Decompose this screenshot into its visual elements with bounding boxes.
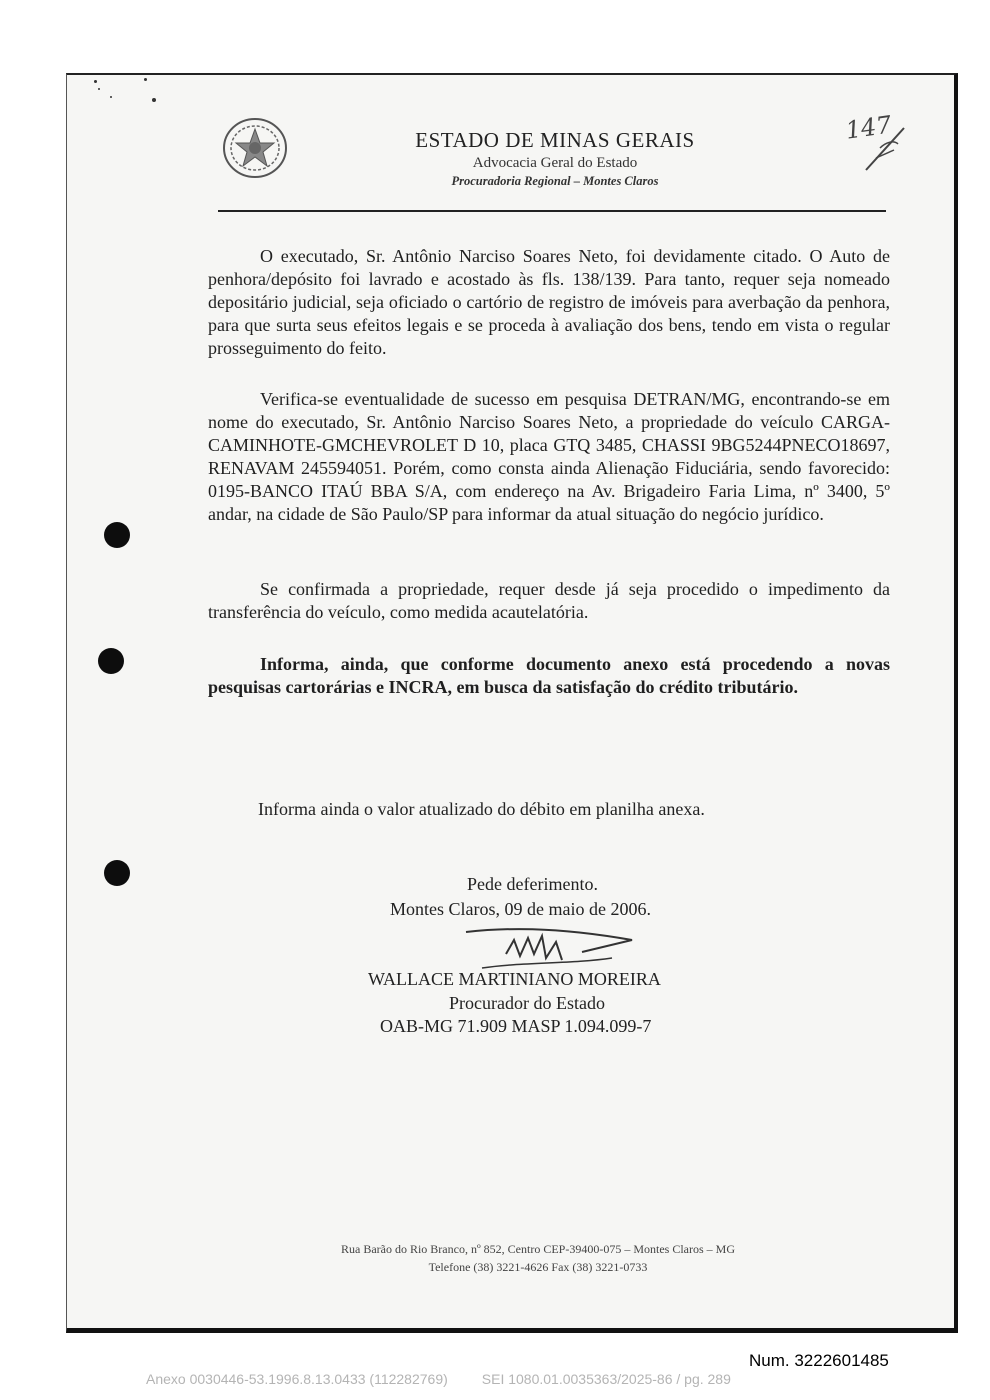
electronic-stamp xyxy=(146,1371,765,1387)
footer-phone: Telefone (38) 3221-4626 Fax (38) 3221-0733 xyxy=(428,1260,648,1274)
document-number: Num. 3222601485 xyxy=(749,1351,889,1370)
stamp-sei: SEI 1080.01.0035363/2025-86 / pg. 289 xyxy=(481,1371,731,1387)
letterhead xyxy=(390,128,720,189)
closing-place-date: Montes Claros, 09 de maio de 2006. xyxy=(390,899,651,919)
paragraph-debit: Informa ainda o valor atualizado do débito em planilha anexa. xyxy=(258,799,705,819)
paragraph-detran-text: Verifica-se eventualidade de sucesso em pesquisa DETRAN/MG, encontrando-se em nome do executado, Sr. Antônio Narciso Soares Neto, a propriedade do veículo CARGA-CAMINHOTE-GMCHEVROLET D 10, placa GTQ 3485, CHASSI 9BG5244PNECO18697, RENAVAM 245594051. Porém, como consta ainda Alienação Fiduciária, sendo favorecido: 0195-BANCO ITAÚ BBA S/A, com endereço na Av. Brigadeiro Faria Lima, nº 3400, 5º andar, na cidade de São Paulo/SP para informar da atual situação do negócio jurídico. xyxy=(208,389,890,524)
letterhead-office: Procuradoria Regional – Montes Claros xyxy=(451,174,659,188)
paragraph-confirmation-text: Se confirmada a propriedade, requer desde já seja procedido o impedimento da transferência do veículo, como medida acautelatória. xyxy=(208,579,890,622)
coat-of-arms-seal xyxy=(222,117,288,179)
paragraph-citation xyxy=(208,245,890,360)
punch-hole xyxy=(98,648,124,674)
punch-hole xyxy=(104,522,130,548)
signatory-role: Procurador do Estado xyxy=(449,993,605,1013)
footer-address: Rua Barão do Rio Branco, nº 852, Centro CEP-39400-075 – Montes Claros – MG xyxy=(340,1242,736,1256)
closing-request: Pede deferimento. xyxy=(467,874,598,894)
header-divider xyxy=(218,210,886,212)
punch-hole xyxy=(104,860,130,886)
signatory-name: WALLACE MARTINIANO MOREIRA xyxy=(368,969,661,989)
paragraph-incra-text: Informa, ainda, que conforme documento anexo está procedendo a novas pesquisas cartorárias e INCRA, em busca da satisfação do crédito tributário. xyxy=(208,654,890,697)
paragraph-incra xyxy=(208,653,890,699)
page-number-scribble xyxy=(836,110,916,180)
letterhead-subtitle: Advocacia Geral do Estado xyxy=(472,155,638,171)
letterhead-footer xyxy=(270,1240,806,1276)
handwritten-page-number xyxy=(836,110,916,185)
paragraph-detran xyxy=(208,388,890,526)
paragraph-confirmation xyxy=(208,578,890,624)
stamp-annex: Anexo 0030446-53.1996.8.13.0433 (112282769) xyxy=(146,1371,448,1387)
paragraph-citation-text: O executado, Sr. Antônio Narciso Soares Neto, foi devidamente citado. O Auto de penhora/depósito foi lavrado e acostado às fls. 138/139. Para tanto, requer seja nomeado depositário judicial, seja oficiado o cartório de registro de imóveis para averbação da penhora, para que surta seus efeitos legais e se proceda à avaliação dos bens, tendo em vista o regular prosseguimento do feito. xyxy=(208,246,890,358)
letterhead-title: ESTADO DE MINAS GERAIS xyxy=(415,128,695,152)
signatory-registration: OAB-MG 71.909 MASP 1.094.099-7 xyxy=(380,1016,652,1036)
page-number-text: 147 xyxy=(843,110,894,145)
